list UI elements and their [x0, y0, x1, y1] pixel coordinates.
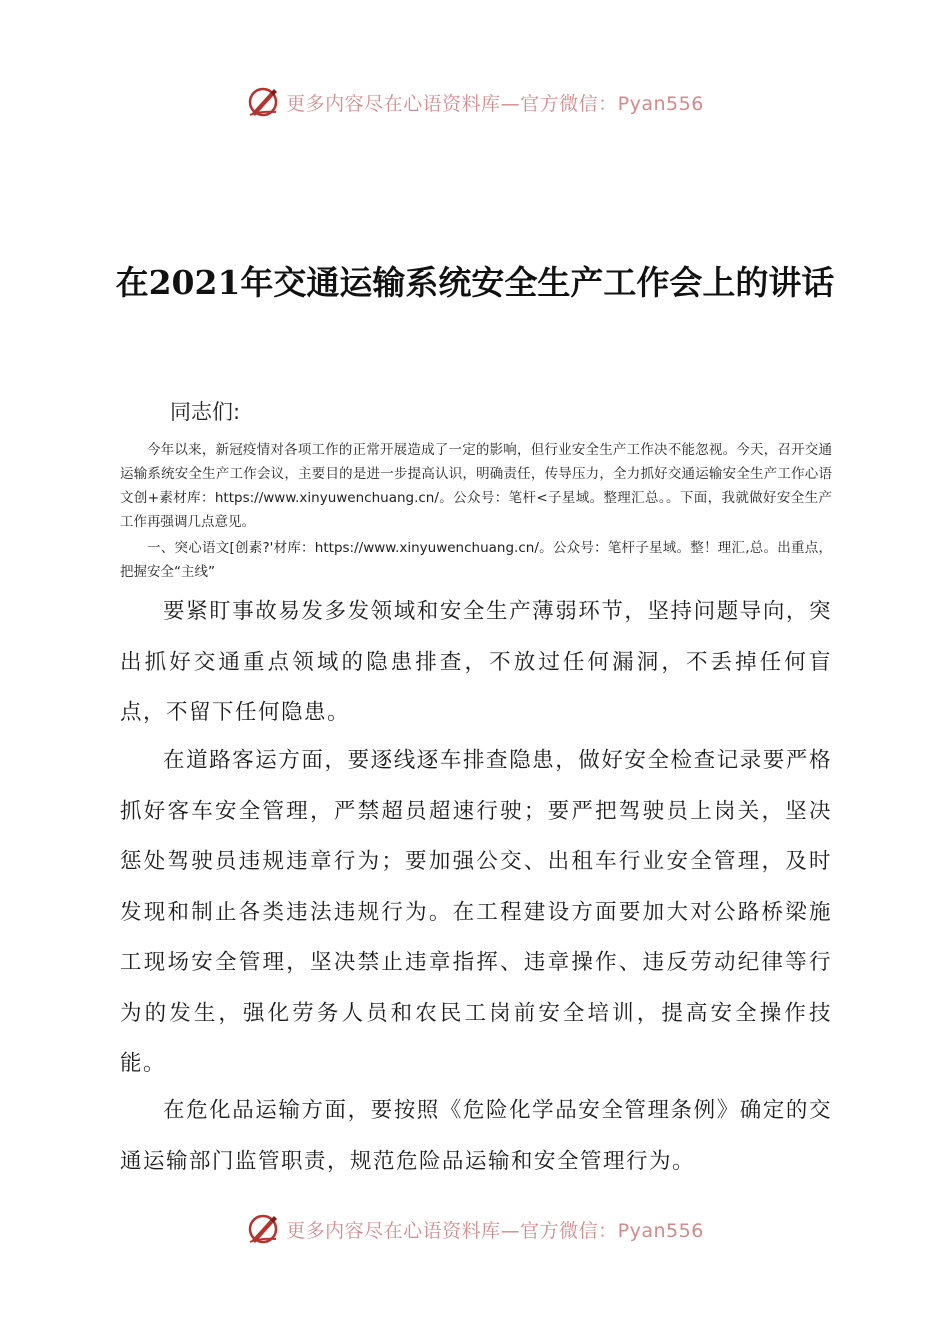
intro-paragraph-2-block	[120, 536, 832, 584]
pen-logo-icon	[246, 85, 280, 119]
banner-text: 更多内容尽在心语资料库—官方微信：Pyan556	[286, 1219, 704, 1242]
header-banner	[0, 82, 950, 122]
intro-paragraph-1: 今年以来，新冠疫情对各项工作的正常开展造成了一定的影响，但行业安全生产工作决不能忽视。今天，召开交通运输系统安全生产工作会议，主要目的是进一步提高认识，明确责任，传导压力，全力抓好交通运输安全生产工作心语文创+素材库：https://www.xinyuwenchuang.cn/。公众号：笔杆<子星域。整理汇总。。下面，我就做好安全生产工作再强调几点意见。	[120, 442, 832, 530]
body-paragraph-2: 在道路客运方面，要逐线逐车排查隐患，做好安全检查记录要严格抓好客车安全管理，严禁超员超速行驶；要严把驾驶员上岗关，坚决惩处驾驶员违规违章行为；要加强公交、出租车行业安全管理，及时发现和制止各类违法违规行为。在工程建设方面要加大对公路桥梁施工现场安全管理，坚决禁止违章指挥、违章操作、违反劳动纪律等行为的发生，强化劳务人员和农民工岗前安全培训，提高安全操作技能。	[120, 748, 832, 1076]
body-paragraph-1-block	[120, 587, 832, 739]
intro-paragraph-2: 一、突心语文[创素?'材库：https://www.xinyuwenchuang.cn/。公众号：笔杆子星域。整！理汇,总。出重点，把握安全“主线”	[120, 540, 832, 580]
body-paragraph-3: 在危化品运输方面，要按照《危险化学品安全管理条例》确定的交通运输部门监管职责，规范危险品运输和安全管理行为。	[120, 1098, 832, 1174]
body-paragraph-2-block	[120, 736, 832, 1090]
body-paragraph-1: 要紧盯事故易发多发领域和安全生产薄弱环节，坚持问题导向，突出抓好交通重点领域的隐患排查，不放过任何漏洞，不丢掉任何盲点，不留下任何隐患。	[120, 599, 832, 725]
banner-text: 更多内容尽在心语资料库—官方微信：Pyan556	[286, 92, 704, 115]
intro-paragraph-1-block	[120, 438, 832, 534]
body-paragraph-3-block	[120, 1086, 832, 1187]
footer-banner	[0, 1209, 950, 1249]
salutation: 同志们:	[170, 400, 241, 424]
pen-logo-icon	[246, 1212, 280, 1246]
document-title: 在2021年交通运输系统安全生产工作会上的讲话	[115, 263, 835, 302]
